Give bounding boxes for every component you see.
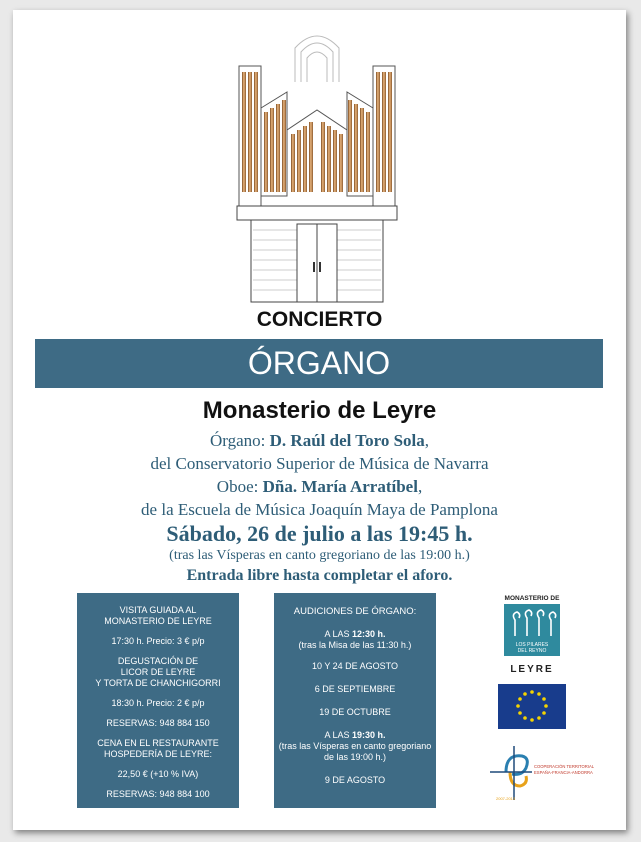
audition-note-1: (tras la Misa de las 11:30 h.) <box>298 640 412 650</box>
entry-info: Entrada libre hasta completar el aforo. <box>186 567 453 584</box>
svg-text:LEYRE: LEYRE <box>510 664 554 675</box>
visit-info-box <box>77 593 239 808</box>
organ-title-band: ÓRGANO <box>35 339 603 388</box>
reservas-phone-2: RESERVAS: 948 884 100 <box>106 789 210 799</box>
audition-time-1: A LAS 12:30 h. <box>324 629 386 639</box>
venue-title: Monasterio de Leyre <box>202 397 437 424</box>
organ-illustration <box>237 30 397 302</box>
concert-poster <box>13 10 626 830</box>
svg-text:COOPERACIÓN TERRITORIAL: COOPERACIÓN TERRITORIAL <box>534 764 595 769</box>
organist-line: Órgano: D. Raúl del Toro Sola, <box>210 431 429 450</box>
audition-note-2: (tras las Vísperas en canto gregoriano de las 19:00 h.) <box>278 741 432 762</box>
auditions-title: AUDICIONES DE ÓRGANO: <box>293 606 417 617</box>
leyre-logo <box>501 592 563 678</box>
cooperation-logo <box>486 742 595 802</box>
svg-text:LOS PILARES: LOS PILARES <box>515 642 549 648</box>
organist-name: D. Raúl del Toro Sola <box>269 431 425 450</box>
oboist-line: Oboe: Dña. María Arratíbel, <box>216 477 423 496</box>
svg-text:MONASTERIO DE: MONASTERIO DE <box>504 595 560 602</box>
svg-text:2007-2013: 2007-2013 <box>496 796 516 801</box>
eu-flag-icon <box>498 684 566 729</box>
dinner-price: 22,50 € (+10 % IVA) <box>117 769 199 779</box>
tasting-title: DEGUSTACIÓN DE LICOR DE LEYRE Y TORTA DE CHANCHIGORRI <box>95 656 221 688</box>
tasting-price: 18:30 h. Precio: 2 € p/p <box>111 698 205 708</box>
dinner-title: CENA EN EL RESTAURANTE HOSPEDERÍA DE LEYRE: <box>97 738 219 759</box>
oboist-name: Dña. María Arratíbel <box>262 477 418 496</box>
event-date: Sábado, 26 de julio a las 19:45 h. <box>166 521 473 546</box>
audition-date: 9 DE AGOSTO <box>324 775 386 785</box>
audition-date: 19 DE OCTUBRE <box>319 707 391 717</box>
concert-heading: CONCIERTO <box>256 308 383 331</box>
audition-date: 6 DE SEPTIEMBRE <box>314 684 396 694</box>
audition-date: 10 Y 24 DE AGOSTO <box>311 661 399 671</box>
audition-time-2: A LAS 19:30 h. <box>324 730 386 740</box>
svg-text:DEL REYNO: DEL REYNO <box>517 648 547 654</box>
visit-price: 17:30 h. Precio: 3 € p/p <box>111 636 205 646</box>
organist-affiliation: del Conservatorio Superior de Música de Navarra <box>150 454 489 473</box>
event-note: (tras las Vísperas en canto gregoriano de las 19:00 h.) <box>169 548 470 563</box>
organ-auditions-box <box>274 593 436 808</box>
svg-text:ESPAÑA-FRANCIA-ANDORRA: ESPAÑA-FRANCIA-ANDORRA <box>534 770 593 775</box>
reservas-phone-1: RESERVAS: 948 884 150 <box>106 718 210 728</box>
oboist-affiliation: de la Escuela de Música Joaquín Maya de Pamplona <box>141 500 498 519</box>
visit-title: VISITA GUIADA AL MONASTERIO DE LEYRE <box>104 605 212 626</box>
